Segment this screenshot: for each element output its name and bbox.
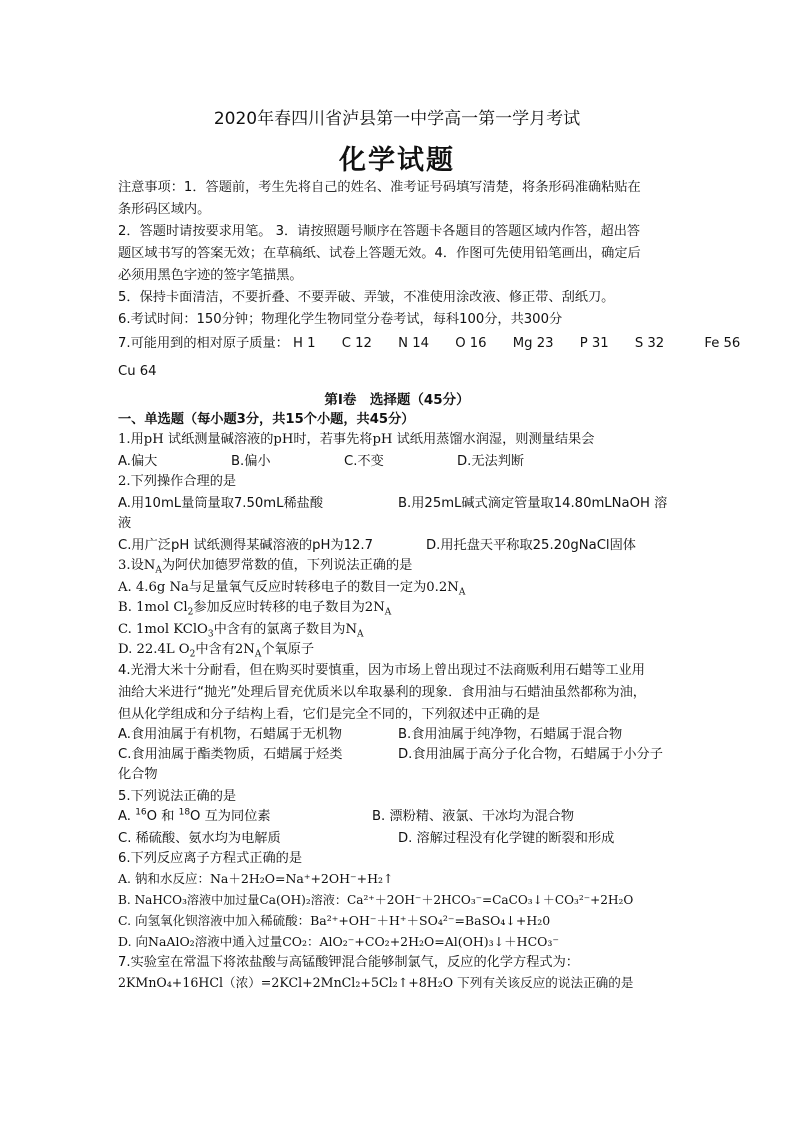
note-1b: 条形码区域内。 [118,202,211,217]
section-title: 第Ⅰ卷 选择题（45分） [324,392,470,408]
q6-option-d: D. 向NaAlO₂溶液中通入过量CO₂：AlO₂⁻+CO₂+2H₂O=Al(OH)₃↓＋HCO₃⁻ [118,934,559,949]
q3-option-b [118,598,391,618]
part-title: 一、单选题（每小题3分，共15个小题，共45分） [118,412,415,427]
q3-stem-text: 为阿伏加德罗常数的值，下列说法正确的是 [161,558,413,573]
q2-stem: 2.下列操作合理的是 [118,474,237,489]
atomic-mass: P 31 [579,336,609,351]
q3-a-text: A. 4.6g Na与足量氧气反应时转移电子的数目一定为0.2N [118,580,459,595]
q1-stem: 1.用pH 试纸测量碱溶液的pH时，若事先将pH 试纸用蒸馏水润湿，则测量结果会 [118,432,595,447]
note-2b: 题区域书写的答案无效；在草稿纸、试卷上答题无效。4．作图可先使用铅笔画出，确定后 [118,246,641,261]
q4-option-a: A.食用油属于有机物，石蜡属于无机物 [118,727,342,742]
q1-option-a: A.偏大 [118,454,158,469]
q5-stem: 5.下列说法正确的是 [118,789,237,804]
q5-option-c: C. 稀硫酸、氨水均为电解质 [118,831,281,846]
note-1a: 注意事项：1．答题前，考生先将自己的姓名、准考证号码填写清楚，将条形码准确粘贴在 [118,180,641,195]
q4-stem-1: 4.光滑大米十分耐看，但在购买时要慎重，因为市场上曾出现过不法商贩利用石蜡等工业用 [118,663,645,678]
atomic-mass: S 32 [634,336,665,351]
q3-stem-sub: A [155,565,162,576]
q4-option-d: D.食用油属于高分子化合物，石蜡属于小分子 [398,747,663,762]
q3-d-text: 个氧原子 [261,642,315,657]
q5-a-label: A. [118,809,136,824]
note-7 [118,334,754,354]
q7-stem-1: 7.实验室在常温下将浓盐酸与高锰酸钾混合能够制氯气，反应的化学方程式为： [118,955,579,970]
q3-b-text: B. 1mol Cl [118,600,188,615]
q3-d-text: D. 22.4L O [118,642,190,657]
q3-b-sub: 2 [187,607,194,618]
atomic-mass-wrap: Cu 64 [118,364,157,379]
q6-option-b: B. NaHCO₃溶液中加过量Ca(OH)₂溶液：Ca²⁺＋2OH⁻＋2HCO₃⁻=CaCO₃↓＋CO₃²⁻+2H₂O [118,893,634,907]
atomic-mass: O 16 [455,336,487,351]
note-6: 6.考试时间：150分钟；物理化学生物同堂分卷考试，每科100分，共300分 [118,312,563,327]
q4-stem-3: 但从化学组成和分子结构上看，它们是完全不同的，下列叙述中正确的是 [118,707,540,722]
q3-option-a [118,578,465,598]
q5-a-sup: 18 [178,807,191,818]
atomic-mass: C 12 [341,336,372,351]
q2-option-c: C.用广泛pH 试纸测得某碱溶液的pH为12.7 [118,538,373,553]
q5-option-d: D. 溶解过程没有化学键的断裂和形成 [398,831,615,846]
note-2c: 必须用黑色字迹的签字笔描黑。 [118,268,303,283]
q4-stem-2: 油给大米进行“抛光”处理后冒充优质米以牟取暴利的现象．食用油与石蜡油虽然都称为油， [118,685,646,700]
note-2a: 2．答题时请按要求用笔。 3．请按照题号顺序在答题卡各题目的答题区域内作答，超出答 [118,224,641,239]
q5-a-text: O 互为同位素 [190,809,271,824]
atomic-mass: N 14 [398,336,429,351]
q5-a-text: O 和 [146,809,179,824]
q2-option-d: D.用托盘天平称取25.20gNaCl固体 [426,538,636,553]
q3-option-c [118,620,364,640]
q3-c-sub: 3 [207,629,214,640]
q5-a-sup: 16 [135,807,147,818]
q3-d-sub: 2 [189,649,196,660]
q3-c-sub: A [357,629,364,640]
q6-option-a: A. 钠和水反应：Na＋2H₂O=Na⁺+2OH⁻+H₂↑ [118,871,394,886]
q3-stem [118,556,412,576]
q3-d-text: 中含有2N [195,642,255,657]
q6-stem: 6.下列反应离子方程式正确的是 [118,851,303,866]
atomic-mass: H 1 [293,336,316,351]
q3-b-text: 参加反应时转移的电子数目为2N [193,600,385,615]
q3-c-text: 中含有的氯离子数目为N [213,622,358,637]
q3-option-d [118,640,314,660]
q3-d-sub: A [254,649,262,660]
q3-a-sub: A [458,587,466,598]
q3-stem-text: 3.设N [118,558,156,573]
note-5: 5．保持卡面清洁，不要折叠、不要弄破、弄皱，不准使用涂改液、修正带、刮纸刀。 [118,290,615,305]
subject-title: 化学试题 [339,145,455,176]
q2-option-a: A.用10mL量筒量取7.50mL稀盐酸 [118,496,324,511]
q3-c-text: C. 1mol KClO [118,622,208,637]
q7-stem-2: 2KMnO₄+16HCl（浓）=2KCl+2MnCl₂+5Cl₂↑+8H₂O 下列有关该反应的说法正确的是 [118,975,634,990]
exam-title: 2020年春四川省泸县第一中学高一第一学月考试 [213,109,581,129]
q1-option-b: B.偏小 [231,454,271,469]
q4-option-d-wrap: 化合物 [118,767,158,782]
q2-option-b-wrap: 液 [118,516,132,531]
atomic-mass: Mg 23 [512,336,554,351]
q2-option-b: B.用25mL碱式滴定管量取14.80mLNaOH 溶 [398,496,668,511]
q1-option-d: D.无法判断 [457,454,525,469]
q4-option-c: C.食用油属于酯类物质，石蜡属于烃类 [118,747,343,762]
atomic-mass: Fe 56 [704,336,741,351]
q6-option-c: C. 向氢氧化钡溶液中加入稀硫酸：Ba²⁺+OH⁻＋H⁺＋SO₄²⁻=BaSO₄↓+H₂0 [118,913,551,928]
q1-option-c: C.不变 [344,454,384,469]
note-7-prefix: 7.可能用到的相对原子质量： [118,336,289,351]
q3-b-sub: A [384,607,392,618]
q5-option-b: B. 漂粉精、液氯、干冰均为混合物 [372,809,575,824]
q4-option-b: B.食用油属于纯净物，石蜡属于混合物 [398,727,623,742]
q5-option-a [118,807,271,827]
